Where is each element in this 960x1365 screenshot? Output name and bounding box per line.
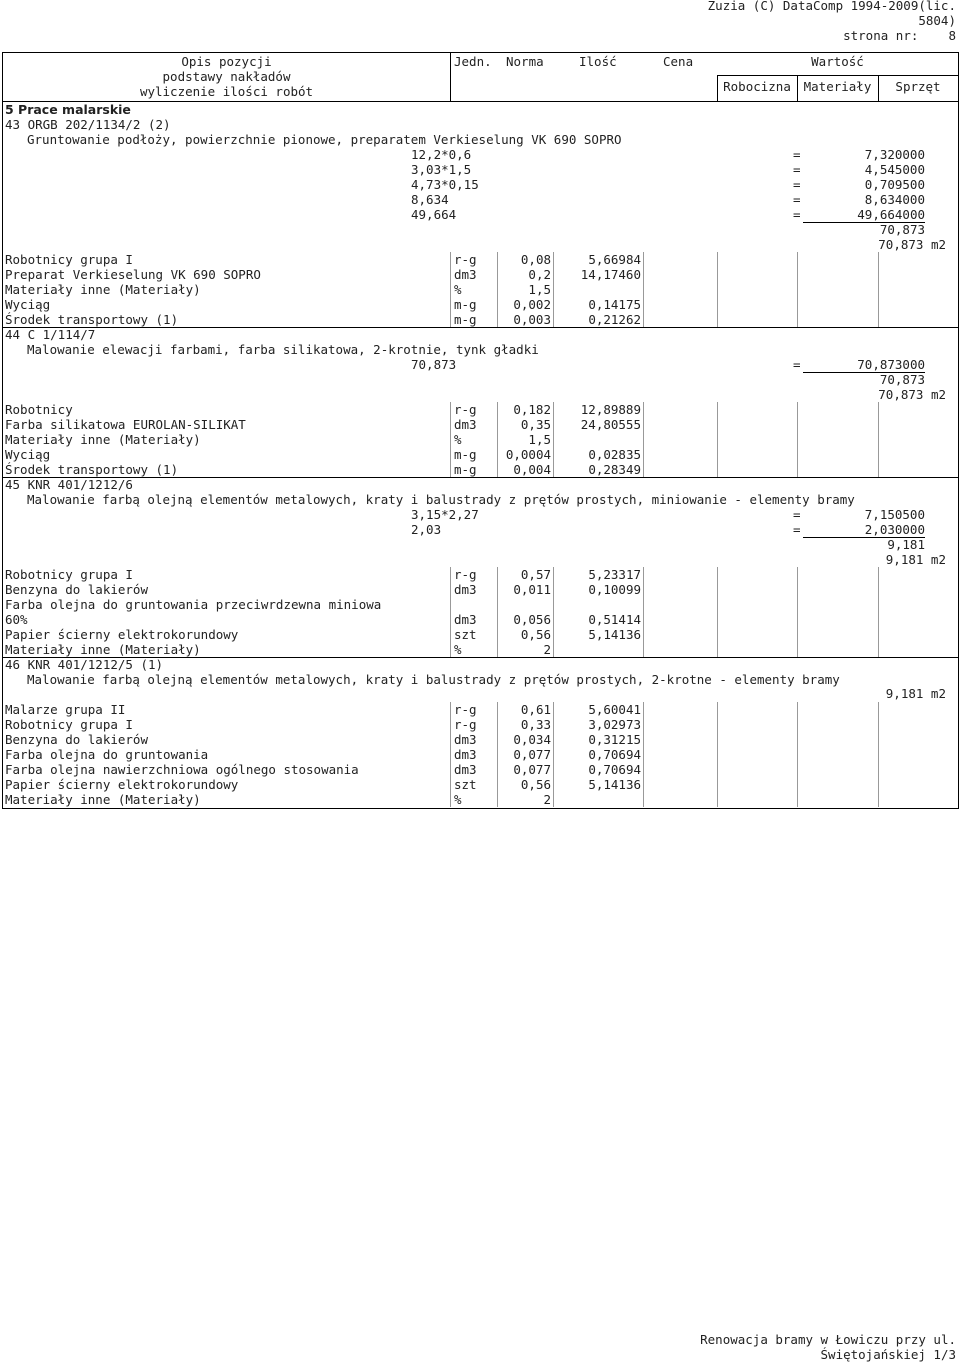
resource-ilosc: 12,89889 (580, 402, 641, 417)
calc-expression: 3,15*2,27 (411, 507, 479, 522)
calc-expression: 4,73*0,15 (411, 177, 479, 192)
position-quantity: 70,873 m2 (878, 237, 946, 252)
cost-table (2, 52, 959, 809)
resource-unit: m-g (454, 312, 477, 327)
position-description: Malowanie farbą olejną elementów metalowych, kraty i balustrady z prętów prostych, 2-krotne - elementy bramy (27, 672, 840, 687)
resource-name: Farba olejna do gruntowania przeciwrdzewna miniowa (5, 597, 382, 612)
resource-norma: 2 (543, 642, 551, 657)
grid-line (450, 567, 451, 657)
calc-value: 4,545000 (864, 162, 925, 177)
resource-name: Preparat Verkieselung VK 690 SOPRO (5, 267, 261, 282)
grid-line (450, 252, 451, 327)
position-code: 45 KNR 401/1212/6 (5, 477, 133, 492)
calc-equals: = (793, 522, 801, 537)
grid-line (497, 567, 498, 657)
resource-norma: 0,182 (513, 402, 551, 417)
calc-value: 7,150500 (864, 507, 925, 522)
calc-value: 7,320000 (864, 147, 925, 162)
resource-name: Robotnicy grupa I (5, 252, 133, 267)
resource-name: Robotnicy (5, 402, 73, 417)
resource-name: Środek transportowy (1) (5, 312, 179, 327)
resource-unit: m-g (454, 462, 477, 477)
col-robocizna: Robocizna (723, 79, 791, 94)
position-code: 43 ORGB 202/1134/2 (2) (5, 117, 171, 132)
resource-norma: 0,08 (520, 252, 551, 267)
resource-unit: szt (454, 777, 477, 792)
calc-value: 8,634000 (864, 192, 925, 207)
col-cena: Cena (663, 54, 694, 69)
resource-unit: r-g (454, 402, 477, 417)
resource-ilosc: 0,10099 (588, 582, 641, 597)
resource-unit: m-g (454, 447, 477, 462)
resource-norma: 0,33 (520, 717, 551, 732)
grid-line (553, 567, 554, 657)
calc-equals: = (793, 147, 801, 162)
position-sum: 70,873 (879, 222, 925, 237)
position-quantity: 9,181 m2 (885, 686, 946, 701)
resource-norma: 0,56 (520, 627, 551, 642)
resource-norma: 2 (543, 792, 551, 807)
resource-name: Benzyna do lakierów (5, 582, 148, 597)
resource-unit: r-g (454, 567, 477, 582)
resource-ilosc: 0,28349 (588, 462, 641, 477)
resource-ilosc: 5,14136 (588, 627, 641, 642)
grid-line (3, 477, 958, 478)
calc-expression: 70,873 (411, 357, 457, 372)
position-description: Malowanie farbą olejną elementów metalowych, kraty i balustrady z prętów prostych, miniowanie - elementy bramy (27, 492, 855, 507)
calc-equals: = (793, 177, 801, 192)
calc-expression: 3,03*1,5 (411, 162, 472, 177)
grid-line (643, 567, 644, 657)
resource-name: Farba silikatowa EUROLAN-SILIKAT (5, 417, 246, 432)
resource-name: 60% (5, 612, 28, 627)
resource-norma: 0,077 (513, 762, 551, 777)
calc-value: 49,664000 (803, 207, 925, 223)
resource-ilosc: 0,31215 (588, 732, 641, 747)
resource-unit: dm3 (454, 747, 477, 762)
resource-unit: szt (454, 627, 477, 642)
resource-ilosc: 0,14175 (588, 297, 641, 312)
resource-unit: % (454, 792, 462, 807)
resource-name: Benzyna do lakierów (5, 732, 148, 747)
calc-equals: = (793, 162, 801, 177)
resource-name: Wyciąg (5, 447, 51, 462)
grid-line (717, 402, 718, 477)
col-opis-3: wyliczenie ilości robót (139, 84, 314, 99)
calc-equals: = (793, 507, 801, 522)
resource-ilosc: 0,02835 (588, 447, 641, 462)
license-number: 5804) (918, 13, 956, 28)
resource-norma: 1,5 (528, 432, 551, 447)
calc-equals: = (793, 357, 801, 372)
resource-ilosc: 5,14136 (588, 777, 641, 792)
resource-norma: 0,002 (513, 297, 551, 312)
resource-name: Farba olejna do gruntowania (5, 747, 209, 762)
resource-ilosc: 3,02973 (588, 717, 641, 732)
resource-ilosc: 24,80555 (580, 417, 641, 432)
resource-name: Papier ścierny elektrokorundowy (5, 777, 239, 792)
position-quantity: 70,873 m2 (878, 387, 946, 402)
position-description: Malowanie elewacji farbami, farba silikatowa, 2-krotnie, tynk gładki (27, 342, 539, 357)
resource-norma: 1,5 (528, 282, 551, 297)
position-sum: 9,181 (887, 537, 925, 552)
project-name-line1: Renowacja bramy w Łowiczu przy ul. (700, 1332, 956, 1347)
resource-name: Materiały inne (Materiały) (5, 282, 201, 297)
project-name-line2: Świętojańskiej 1/3 (820, 1347, 956, 1362)
grid-line (450, 702, 451, 807)
col-norma: Norma (506, 54, 544, 69)
resource-ilosc: 5,66984 (588, 252, 641, 267)
position-sum: 70,873 (879, 372, 925, 387)
resource-norma: 0,0004 (505, 447, 551, 462)
resource-unit: dm3 (454, 612, 477, 627)
resource-norma: 0,077 (513, 747, 551, 762)
grid-line (878, 402, 879, 477)
calc-equals: = (793, 192, 801, 207)
resource-norma: 0,034 (513, 732, 551, 747)
resource-name: Papier ścierny elektrokorundowy (5, 627, 239, 642)
resource-norma: 0,004 (513, 462, 551, 477)
grid-line (553, 402, 554, 477)
grid-line (497, 402, 498, 477)
calc-expression: 49,664 (411, 207, 457, 222)
resource-unit: r-g (454, 252, 477, 267)
position-description: Gruntowanie podłoży, powierzchnie pionowe, preparatem Verkieselung VK 690 SOPRO (27, 132, 622, 147)
col-materialy: Materiały (803, 79, 872, 94)
resource-name: Robotnicy grupa I (5, 567, 133, 582)
grid-line (797, 402, 798, 477)
grid-line (497, 702, 498, 807)
resource-norma: 0,056 (513, 612, 551, 627)
resource-norma: 0,61 (520, 702, 551, 717)
resource-ilosc: 14,17460 (580, 267, 641, 282)
resource-name: Farba olejna nawierzchniowa ogólnego stosowania (5, 762, 359, 777)
resource-unit: % (454, 282, 462, 297)
grid-line (3, 327, 958, 328)
resource-unit: dm3 (454, 582, 477, 597)
grid-line (717, 702, 718, 807)
calc-value: 0,709500 (864, 177, 925, 192)
resource-name: Malarze grupa II (5, 702, 126, 717)
calc-expression: 8,634 (411, 192, 449, 207)
grid-line (553, 702, 554, 807)
resource-ilosc: 0,21262 (588, 312, 641, 327)
program-info: Zuzia (C) DataComp 1994-2009(lic. (707, 0, 956, 13)
position-quantity: 9,181 m2 (885, 552, 946, 567)
resource-name: Środek transportowy (1) (5, 462, 179, 477)
resource-unit: r-g (454, 702, 477, 717)
calc-expression: 2,03 (411, 522, 442, 537)
grid-line (643, 252, 644, 327)
grid-line (797, 702, 798, 807)
col-jedn: Jedn. (454, 54, 492, 69)
resource-name: Robotnicy grupa I (5, 717, 133, 732)
resource-norma: 0,003 (513, 312, 551, 327)
grid-line (553, 252, 554, 327)
section-title: 5 Prace malarskie (5, 102, 131, 117)
resource-norma: 0,57 (520, 567, 551, 582)
resource-ilosc: 5,60041 (588, 702, 641, 717)
resource-unit: % (454, 642, 462, 657)
calc-value: 70,873000 (803, 357, 925, 373)
resource-ilosc: 0,70694 (588, 762, 641, 777)
col-wartosc: Wartość (811, 54, 864, 69)
resource-ilosc: 0,51414 (588, 612, 641, 627)
resource-name: Materiały inne (Materiały) (5, 432, 201, 447)
grid-line (643, 402, 644, 477)
resource-name: Materiały inne (Materiały) (5, 792, 201, 807)
grid-line (717, 252, 718, 327)
col-opis-2: podstawy nakładów (162, 69, 291, 84)
resource-unit: % (454, 432, 462, 447)
col-sprzet: Sprzęt (895, 79, 941, 94)
grid-line (450, 402, 451, 477)
resource-ilosc: 0,70694 (588, 747, 641, 762)
col-ilosc: Ilość (579, 54, 617, 69)
resource-unit: dm3 (454, 267, 477, 282)
grid-line (797, 252, 798, 327)
col-opis-1: Opis pozycji (181, 54, 272, 69)
resource-unit: dm3 (454, 417, 477, 432)
position-code: 46 KNR 401/1212/5 (1) (5, 657, 164, 672)
grid-line (878, 702, 879, 807)
resource-unit: r-g (454, 717, 477, 732)
resource-norma: 0,011 (513, 582, 551, 597)
grid-line (717, 567, 718, 657)
calc-expression: 12,2*0,6 (411, 147, 472, 162)
grid-line (497, 252, 498, 327)
grid-line (643, 702, 644, 807)
grid-line (797, 567, 798, 657)
resource-norma: 0,56 (520, 777, 551, 792)
grid-line (878, 252, 879, 327)
resource-unit: dm3 (454, 762, 477, 777)
resource-unit: dm3 (454, 732, 477, 747)
position-code: 44 C 1/114/7 (5, 327, 96, 342)
calc-equals: = (793, 207, 801, 222)
grid-line (878, 567, 879, 657)
resource-name: Materiały inne (Materiały) (5, 642, 201, 657)
calc-value: 2,030000 (803, 522, 925, 538)
resource-unit: m-g (454, 297, 477, 312)
resource-norma: 0,35 (520, 417, 551, 432)
resource-norma: 0,2 (528, 267, 551, 282)
resource-name: Wyciąg (5, 297, 51, 312)
page-number: strona nr: 8 (843, 28, 956, 43)
resource-ilosc: 5,23317 (588, 567, 641, 582)
